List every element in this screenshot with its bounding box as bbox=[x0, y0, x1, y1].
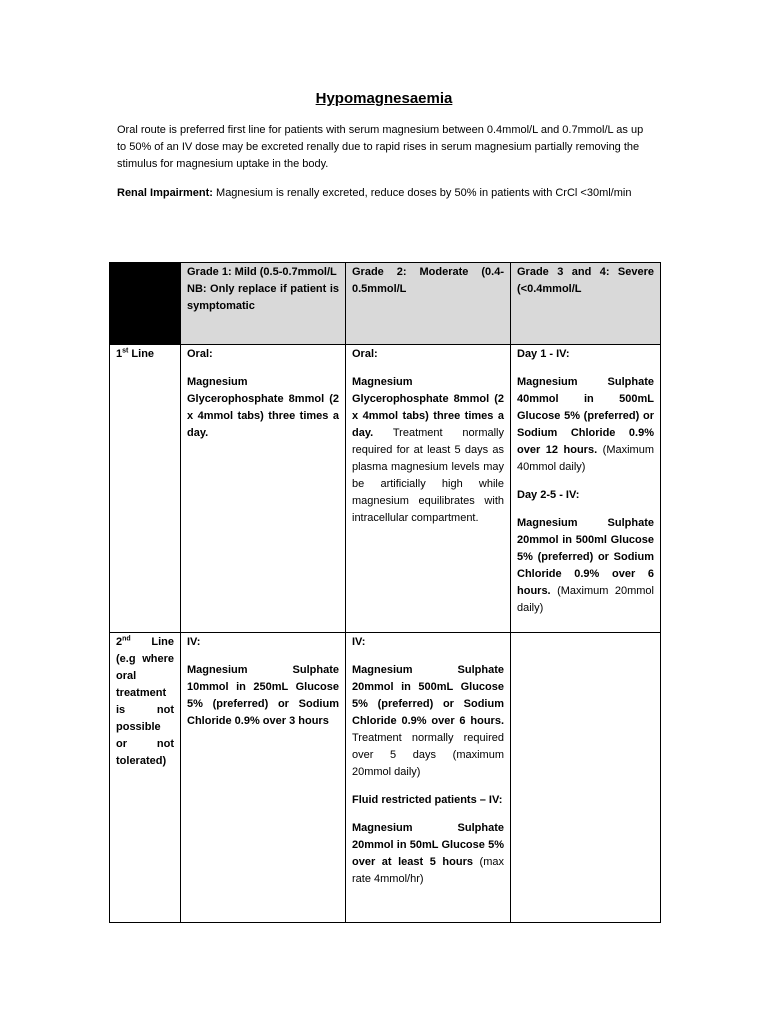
first-line-mild-cell bbox=[181, 345, 346, 633]
first-line-severe-day1-note: (Maximum 40mmol daily) bbox=[517, 444, 654, 473]
intro-text: Oral route is preferred first line for patients with serum magnesium between 0.4mmol/L and 0.7mmol/L as up to 50% of an IV dose may be excreted renally due to rapid rises in serum magnesium partially removing the stimulus for magnesium uptake in the body. bbox=[117, 124, 644, 170]
header-grade-severe: Grade 3 and 4: Severe (<0.4mmol/L bbox=[511, 263, 661, 345]
first-line-severe-day25-note: (Maximum 20mmol daily) bbox=[517, 585, 654, 614]
page-title: Hypomagnesaemia bbox=[315, 90, 453, 107]
header-grade-moderate: Grade 2: Moderate (0.4-0.5mmol/L bbox=[346, 263, 511, 345]
first-line-moderate-dose: Magnesium Glycerophosphate 8mmol (2 x 4mmol tabs) three times a day. bbox=[352, 376, 504, 439]
second-line-mild-route: IV: bbox=[187, 636, 201, 648]
second-line-fluid-restricted-note: (max rate 4mmol/hr) bbox=[352, 856, 504, 885]
second-line-moderate-route: IV: bbox=[352, 636, 366, 648]
second-line-moderate-cell bbox=[346, 633, 511, 923]
first-line-severe-day25-label: Day 2-5 - IV: bbox=[517, 489, 580, 501]
second-line-mild-dose: Magnesium Sulphate 10mmol in 250mL Glucose 5% (preferred) or Sodium Chloride 0.9% over 3 hours bbox=[187, 664, 339, 727]
table-row-first-line bbox=[110, 345, 661, 633]
second-line-moderate-note: Treatment normally required over 5 days (maximum 20mmol daily) bbox=[352, 732, 504, 778]
first-line-moderate-note: Treatment normally required for at least 5 days as plasma magnesium levels may be artificially high while magnesium equilibrates with intracellular compartment. bbox=[352, 427, 504, 524]
first-line-severe-day1-dose: Magnesium Sulphate 40mmol in 500mL Glucose 5% (preferred) or Sodium Chloride 0.9% over 12 hours. bbox=[517, 376, 654, 456]
second-line-fluid-restricted-dose: Magnesium Sulphate 20mmol in 50mL Glucose 5% over at least 5 hours bbox=[352, 822, 504, 868]
first-line-severe-day1-label: Day 1 - IV: bbox=[517, 348, 570, 360]
table-row-second-line bbox=[110, 633, 661, 923]
dosing-table bbox=[109, 262, 661, 923]
second-line-severe-cell bbox=[511, 633, 661, 923]
row-label-first-line: 1st Line bbox=[110, 345, 181, 633]
renal-impairment-label: Renal Impairment: bbox=[117, 187, 213, 199]
first-line-severe-day25-dose: Magnesium Sulphate 20mmol in 500ml Glucose 5% (preferred) or Sodium Chloride 0.9% over 6 hours. bbox=[517, 517, 654, 597]
header-grade-mild-note: NB: Only replace if patient is symptomatic bbox=[187, 283, 339, 312]
first-line-moderate-cell bbox=[346, 345, 511, 633]
intro-paragraph bbox=[117, 122, 653, 173]
first-line-severe-cell bbox=[511, 345, 661, 633]
table-header-row bbox=[110, 263, 661, 345]
header-grade-mild-label: Grade 1: Mild (0.5-0.7mmol/L bbox=[187, 266, 337, 278]
first-line-mild-route: Oral: bbox=[187, 348, 213, 360]
row-label-second-line: 2nd Line (e.g where oral treatment is not possible or not tolerated) bbox=[110, 633, 181, 923]
second-line-mild-cell bbox=[181, 633, 346, 923]
first-line-moderate-route: Oral: bbox=[352, 348, 378, 360]
second-line-fluid-restricted-label: Fluid restricted patients – IV: bbox=[352, 794, 503, 806]
renal-impairment-paragraph bbox=[117, 185, 653, 202]
table-corner-cell bbox=[110, 263, 181, 345]
renal-impairment-text: Magnesium is renally excreted, reduce doses by 50% in patients with CrCl <30ml/min bbox=[212, 187, 632, 199]
header-grade-mild bbox=[181, 263, 346, 345]
first-line-mild-dose: Magnesium Glycerophosphate 8mmol (2 x 4mmol tabs) three times a day. bbox=[187, 376, 339, 439]
second-line-moderate-dose: Magnesium Sulphate 20mmol in 500mL Glucose 5% (preferred) or Sodium Chloride 0.9% over 6 hours. bbox=[352, 664, 504, 727]
